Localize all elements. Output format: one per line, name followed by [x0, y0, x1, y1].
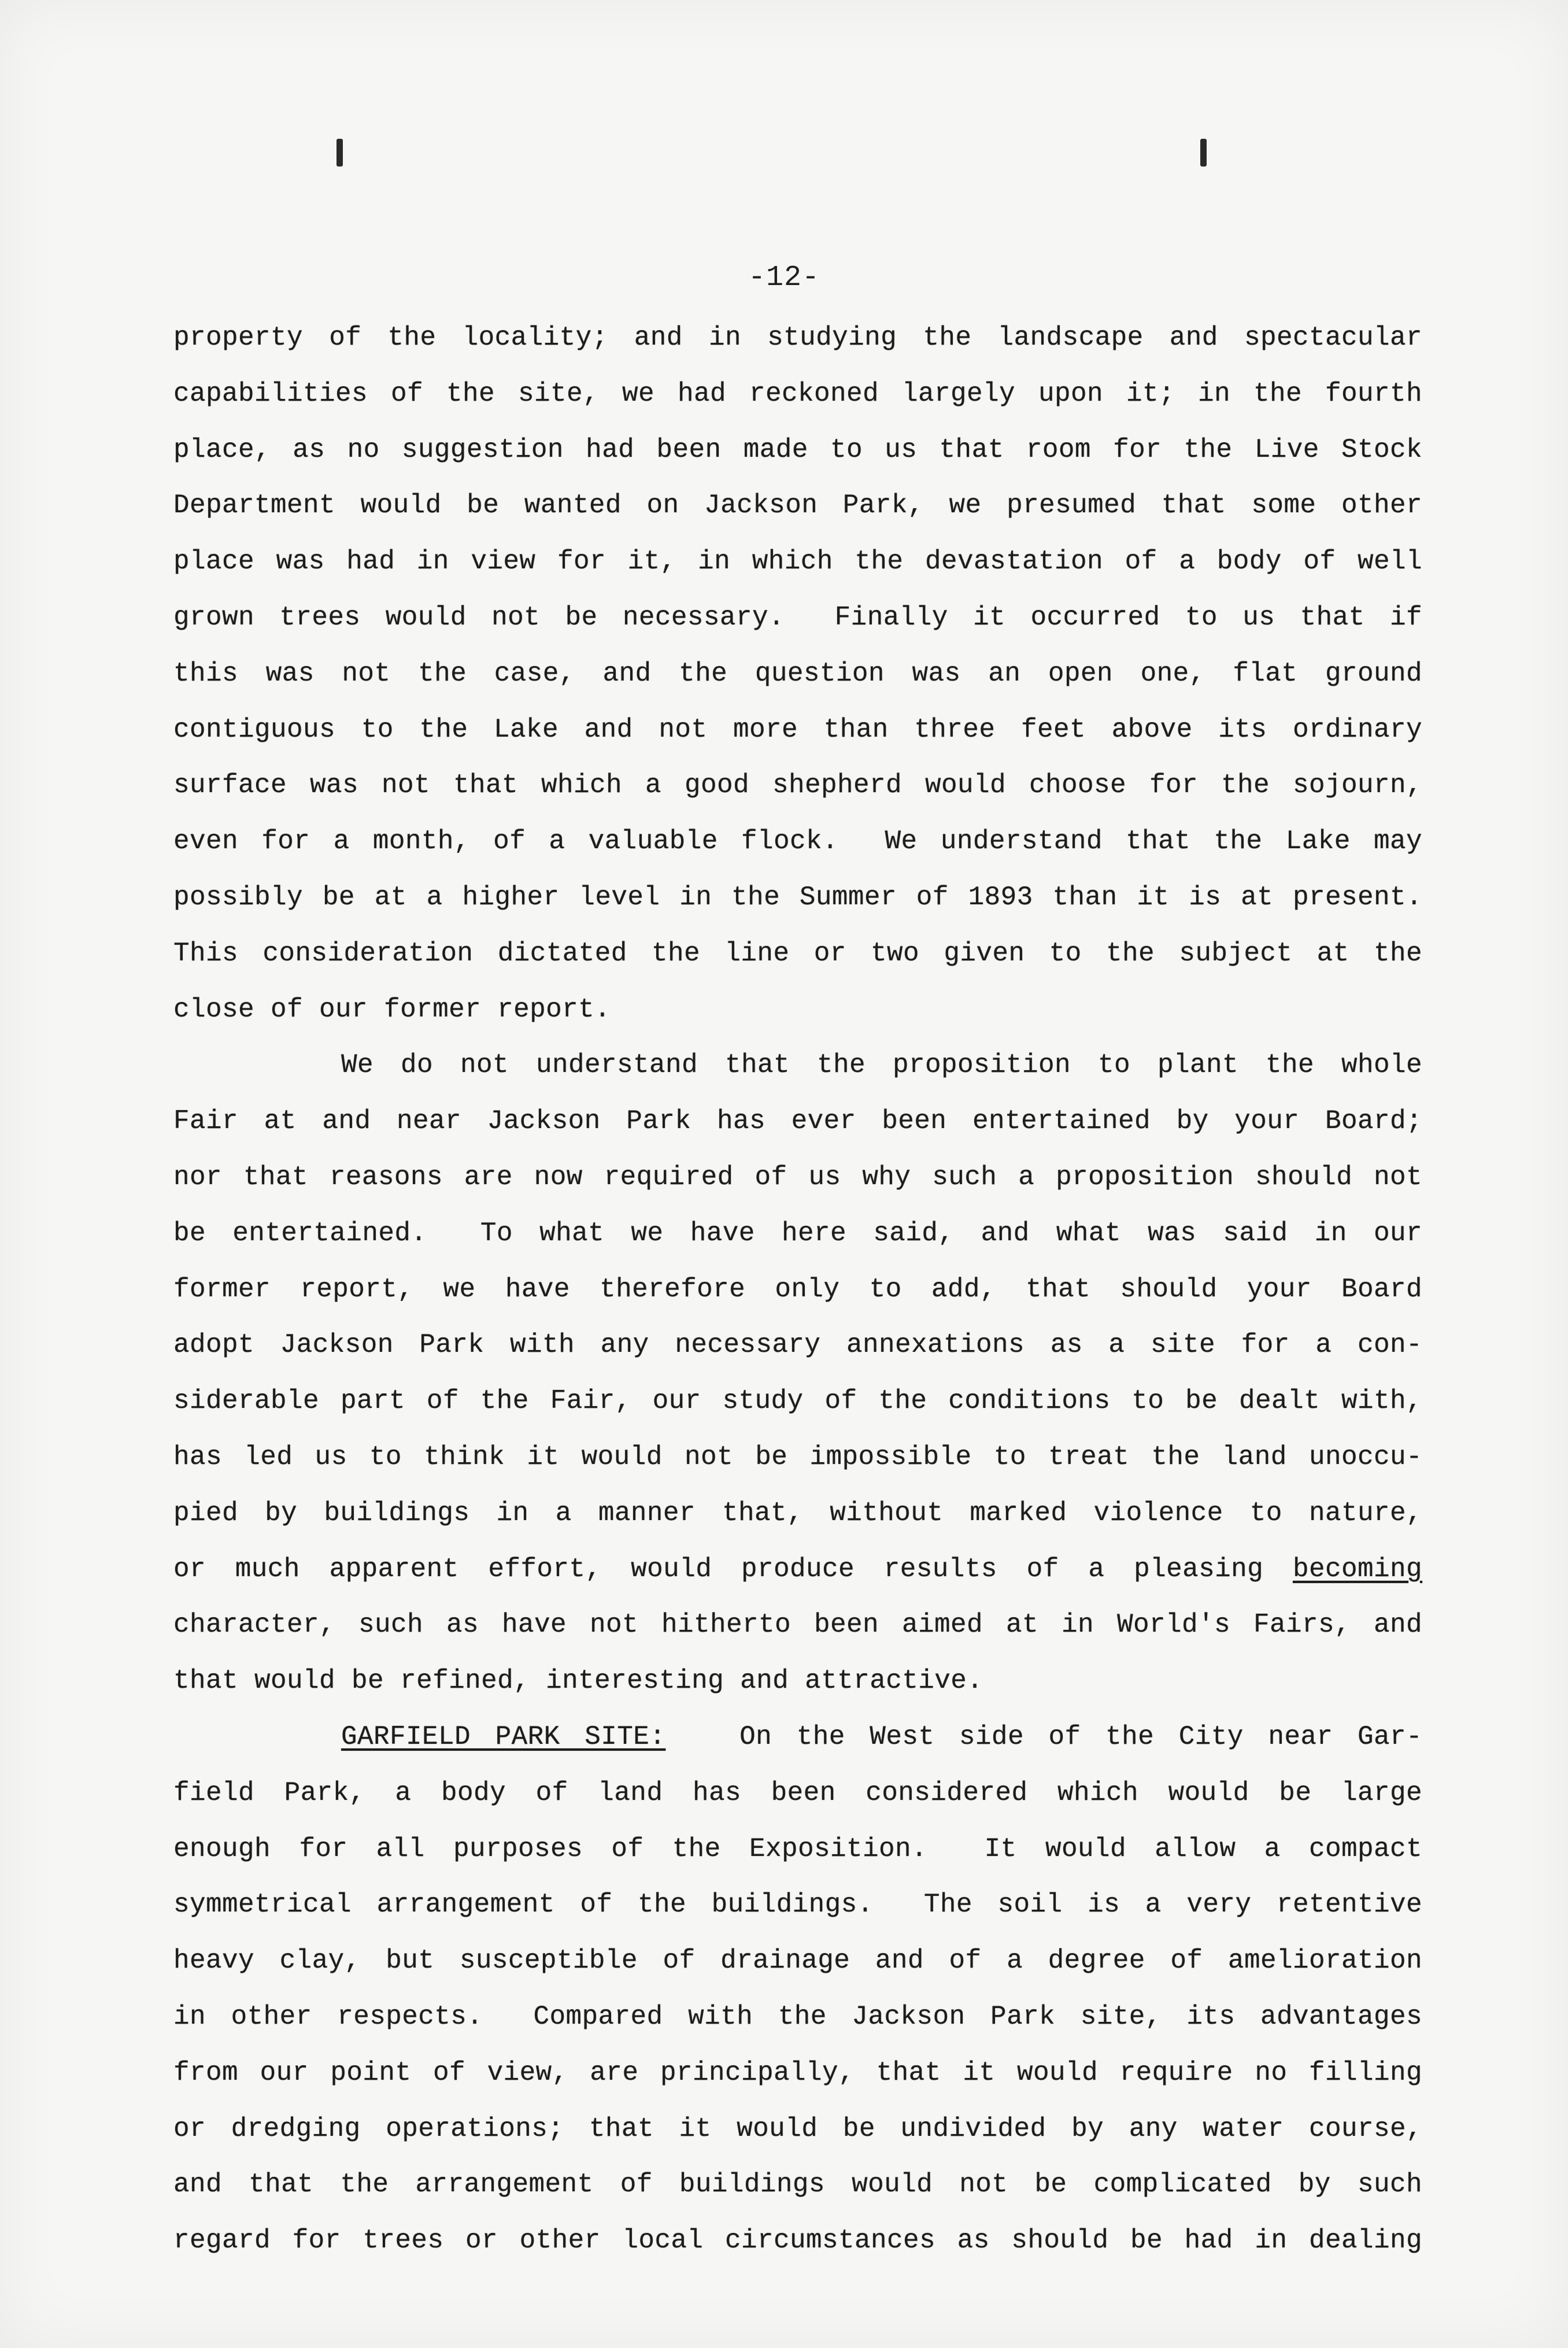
text-line: grown trees would not be necessary. Finally it occurred to us that if [173, 602, 1422, 633]
text-segment: On the West side of the City near Gar- [739, 1721, 1423, 1752]
text-line: symmetrical arrangement of the buildings. The soil is a very retentive [173, 1890, 1422, 1920]
text-line: siderable part of the Fair, our study of the conditions to be dealt with, [173, 1386, 1422, 1417]
text-line: field Park, a body of land has been considered which would be large [173, 1777, 1422, 1808]
document-body [173, 310, 1422, 2269]
section-heading-colon: : [649, 1721, 666, 1752]
text-line: Fair at and near Jackson Park has ever been entertained by your Board; [173, 1106, 1422, 1137]
text-line: heavy clay, but susceptible of drainage and of a degree of amelioration [173, 1946, 1422, 1976]
section-heading-line [173, 1709, 1422, 1765]
text-line: this was not the case, and the question was an open one, flat ground [173, 658, 1422, 689]
text-line: or dredging operations; that it would be undivided by any water course, [173, 2113, 1422, 2144]
underlined-word: becoming [1292, 1554, 1422, 1584]
text-line: be entertained. To what we have here said, and what was said in our [173, 1218, 1422, 1248]
text-line: from our point of view, are principally, that it would require no filling [173, 2057, 1422, 2088]
text-line: possibly be at a higher level in the Summer of 1893 than it is at present. [173, 882, 1422, 912]
text-line: contiguous to the Lake and not more than three feet above its ordinary [173, 714, 1422, 745]
binder-hole-right [1200, 139, 1207, 167]
text-line: former report, we have therefore only to add, that should your Board [173, 1274, 1422, 1304]
text-line: regard for trees or other local circumstances as should be had in dealing [173, 2225, 1422, 2256]
text-line: place, as no suggestion had been made to us that room for the Live Stock [173, 434, 1422, 465]
text-line: Department would be wanted on Jackson Park, we presumed that some other [173, 490, 1422, 521]
text-line: adopt Jackson Park with any necessary annexations as a site for a con- [173, 1330, 1422, 1360]
binder-hole-left [336, 139, 343, 167]
text-line: in other respects. Compared with the Jackson Park site, its advantages [173, 2001, 1422, 2032]
text-line: nor that reasons are now required of us why such a proposition should not [173, 1162, 1422, 1192]
text-line: and that the arrangement of buildings would not be complicated by such [173, 2169, 1422, 2200]
text-line: property of the locality; and in studying the landscape and spectacular [173, 323, 1422, 353]
text-segment: or much apparent effort, would produce results of a pleasing [173, 1554, 1264, 1584]
text-line: capabilities of the site, we had reckoned largely upon it; in the fourth [173, 378, 1422, 409]
text-line: close of our former report. [173, 994, 611, 1025]
text-line: place was had in view for it, in which the devastation of a body of well [173, 546, 1422, 577]
text-line: character, such as have not hitherto been aimed at in World's Fairs, and [173, 1610, 1422, 1640]
text-line: that would be refined, interesting and attractive. [173, 1666, 983, 1696]
text-line: enough for all purposes of the Exposition. It would allow a compact [173, 1833, 1422, 1864]
text-line: has led us to think it would not be impossible to treat the land unoccu- [173, 1441, 1422, 1472]
text-line-with-underline [173, 1541, 1422, 1598]
text-line: pied by buildings in a manner that, without marked violence to nature, [173, 1497, 1422, 1528]
text-line: even for a month, of a valuable flock. We understand that the Lake may [173, 826, 1422, 857]
text-line: This consideration dictated the line or two given to the subject at the [173, 938, 1422, 968]
text-line: surface was not that which a good shepherd would choose for the sojourn, [173, 770, 1422, 801]
page-number: -12- [748, 261, 820, 294]
paragraph-start-line: We do not understand that the proposition to plant the whole [341, 1050, 1422, 1081]
section-heading: GARFIELD PARK SITE [341, 1721, 650, 1752]
